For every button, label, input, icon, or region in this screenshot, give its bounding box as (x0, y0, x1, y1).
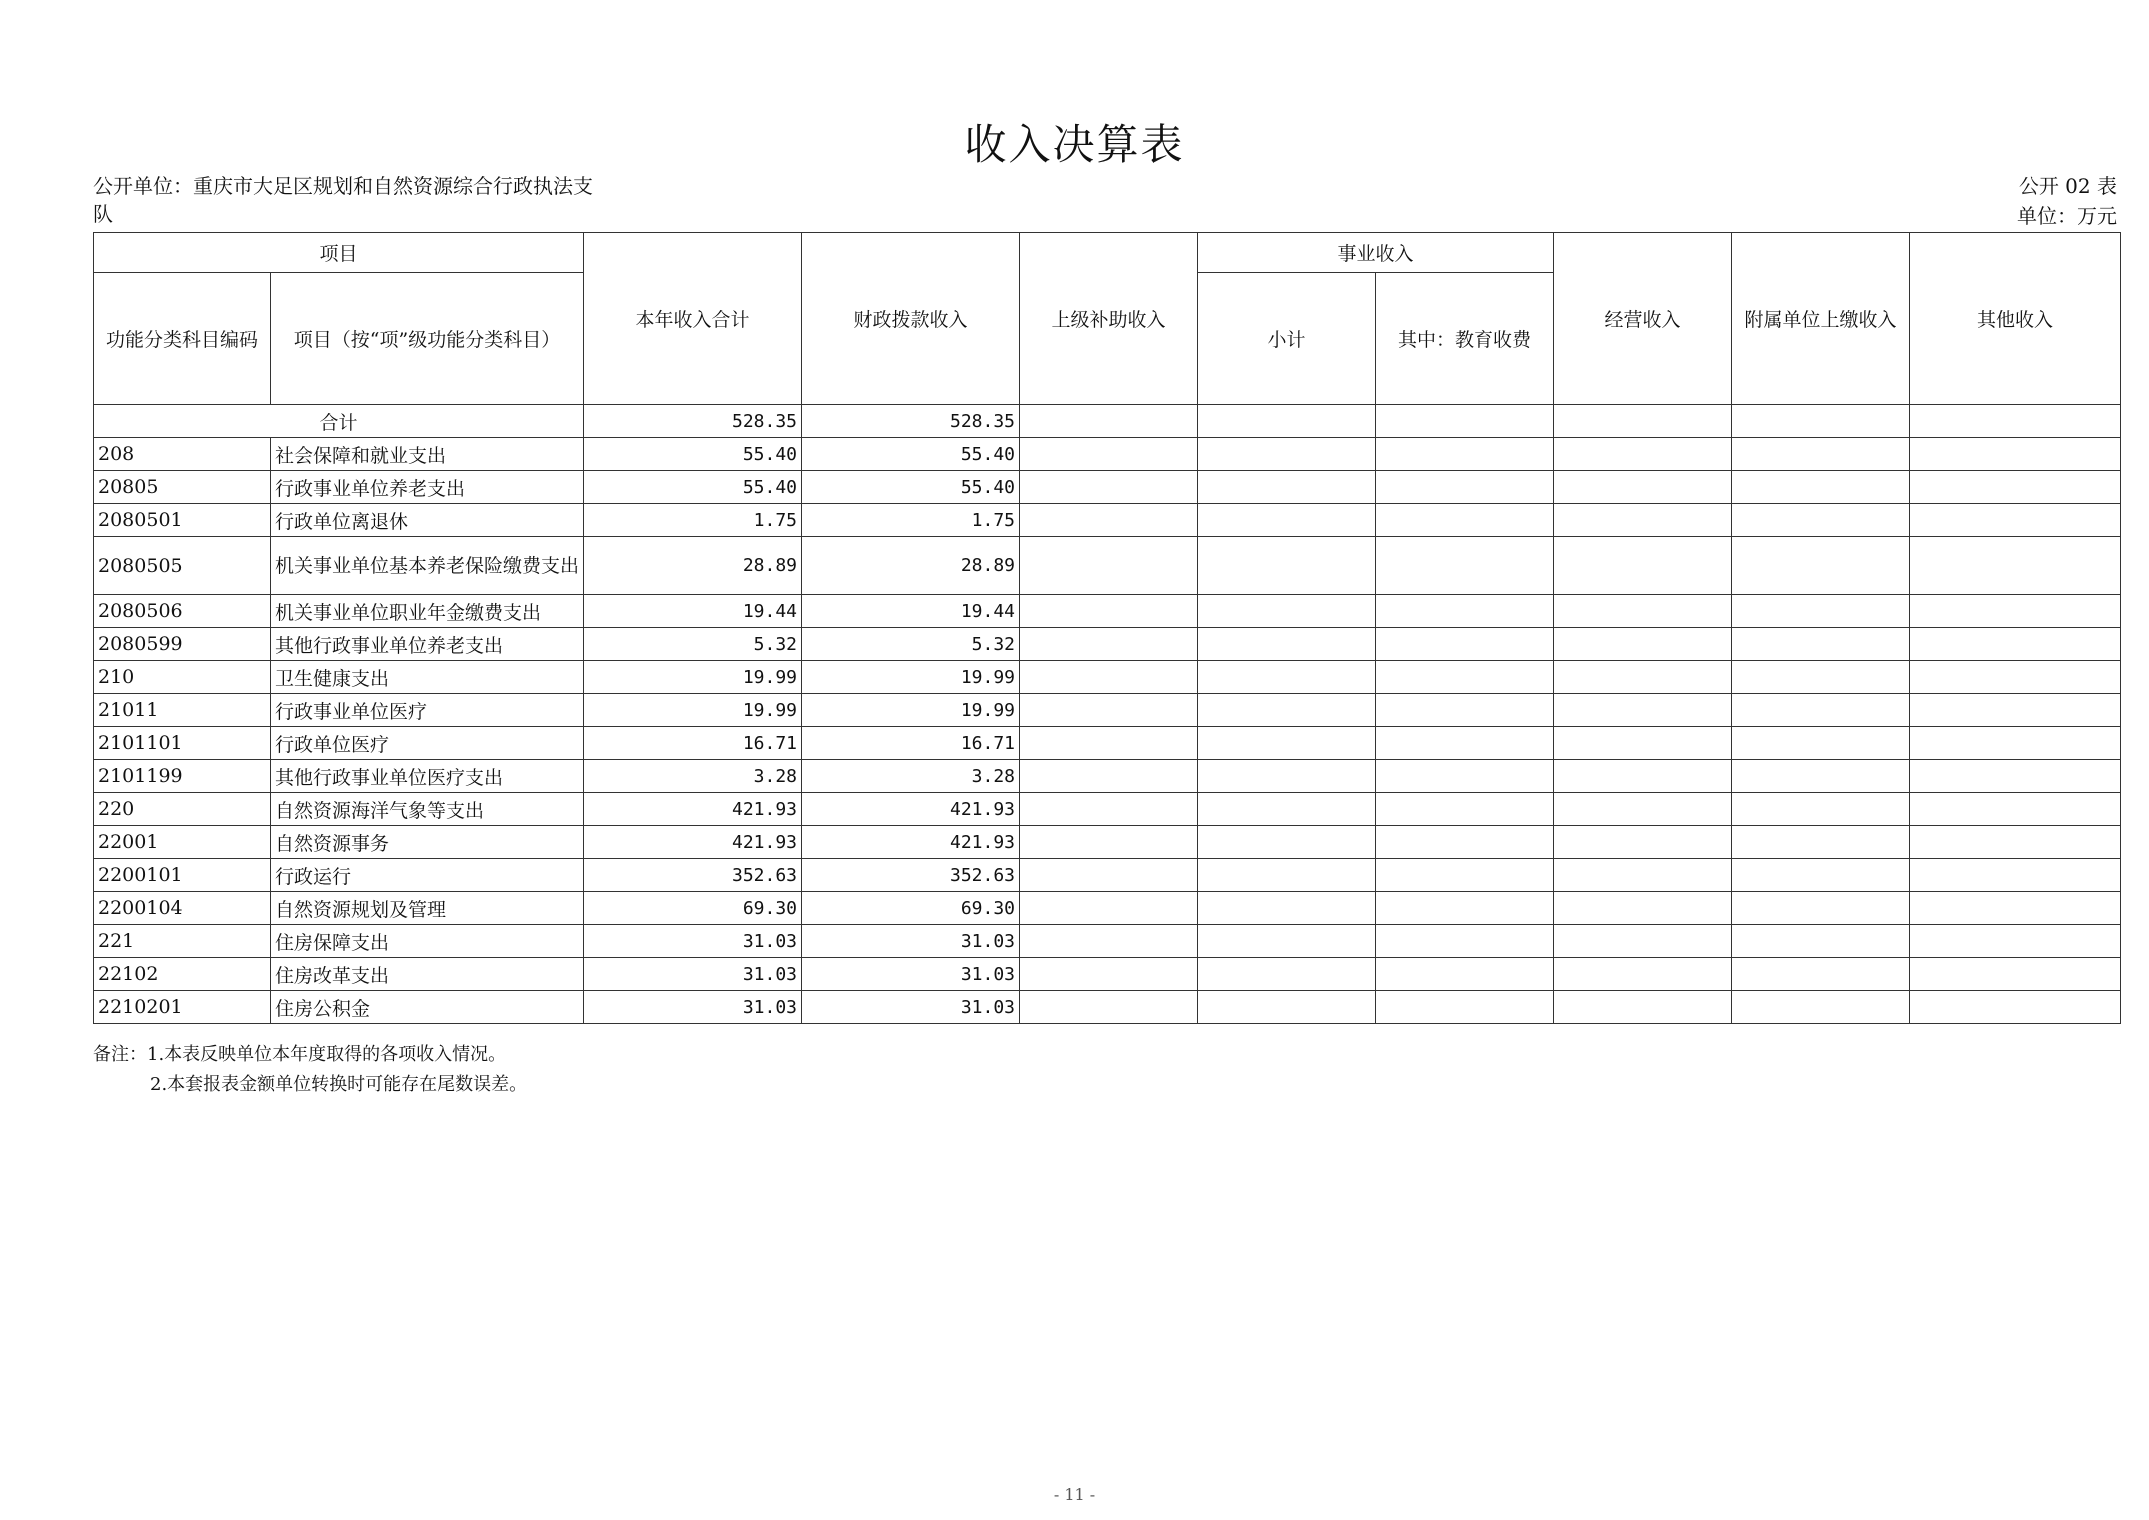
empty-cell (1554, 595, 1732, 628)
empty-cell (1376, 859, 1554, 892)
fiscal-cell: 3.28 (802, 760, 1020, 793)
table-row (94, 925, 2121, 958)
code-cell: 21011 (94, 694, 271, 727)
empty-cell (1554, 793, 1732, 826)
empty-cell (1020, 826, 1198, 859)
empty-cell (1198, 438, 1376, 471)
code-cell: 2101199 (94, 760, 271, 793)
empty-cell (1554, 760, 1732, 793)
empty-cell (1554, 958, 1732, 991)
empty-cell (1554, 859, 1732, 892)
fiscal-cell: 31.03 (802, 991, 1020, 1024)
empty-cell (1020, 471, 1198, 504)
empty-cell (1554, 438, 1732, 471)
empty-cell (1198, 826, 1376, 859)
empty-cell (1732, 537, 1910, 595)
code-cell: 20805 (94, 471, 271, 504)
empty-cell (1376, 925, 1554, 958)
empty-cell (1020, 537, 1198, 595)
note-2: 2.本套报表金额单位转换时可能存在尾数误差。 (150, 1074, 528, 1095)
empty-cell (1376, 504, 1554, 537)
table-row (94, 537, 2121, 595)
total-cell: 31.03 (584, 958, 802, 991)
table-row (94, 661, 2121, 694)
table-row (94, 471, 2121, 504)
empty-cell (1910, 438, 2121, 471)
header-subtotal: 小计 (1198, 273, 1376, 405)
header-education: 其中：教育收费 (1376, 273, 1554, 405)
header-operating: 经营收入 (1554, 233, 1732, 405)
fiscal-cell: 19.44 (802, 595, 1020, 628)
total-cell: 19.99 (584, 694, 802, 727)
code-cell: 2200101 (94, 859, 271, 892)
code-cell: 220 (94, 793, 271, 826)
empty-cell (1376, 958, 1554, 991)
name-cell: 其他行政事业单位医疗支出 (271, 760, 584, 793)
empty-cell (1554, 826, 1732, 859)
empty-cell (1376, 471, 1554, 504)
header-affiliated: 附属单位上缴收入 (1732, 233, 1910, 405)
fiscal-cell: 421.93 (802, 793, 1020, 826)
empty-cell (1198, 628, 1376, 661)
empty-cell (1020, 661, 1198, 694)
amount-unit: 单位：万元 (2017, 204, 2117, 228)
fiscal-cell: 28.89 (802, 537, 1020, 595)
table-row (94, 859, 2121, 892)
empty-cell (1376, 892, 1554, 925)
total-cell: 5.32 (584, 628, 802, 661)
empty-cell (1198, 471, 1376, 504)
empty-cell (1020, 504, 1198, 537)
total-cell: 16.71 (584, 727, 802, 760)
empty-cell (1910, 694, 2121, 727)
table-row (94, 628, 2121, 661)
empty-cell (1910, 595, 2121, 628)
empty-cell (1376, 661, 1554, 694)
name-cell: 机关事业单位职业年金缴费支出 (271, 595, 584, 628)
empty-cell (1554, 727, 1732, 760)
empty-cell (1554, 892, 1732, 925)
empty-cell (1910, 793, 2121, 826)
total-cell: 421.93 (584, 826, 802, 859)
code-cell: 2080506 (94, 595, 271, 628)
fiscal-cell: 16.71 (802, 727, 1020, 760)
empty-cell (1732, 925, 1910, 958)
empty-cell (1198, 760, 1376, 793)
code-cell: 2210201 (94, 991, 271, 1024)
empty-cell (1198, 958, 1376, 991)
empty-cell (1910, 537, 2121, 595)
empty-cell (1732, 595, 1910, 628)
empty-cell (1732, 661, 1910, 694)
name-cell: 自然资源海洋气象等支出 (271, 793, 584, 826)
empty-cell (1020, 925, 1198, 958)
name-cell: 自然资源事务 (271, 826, 584, 859)
name-cell: 其他行政事业单位养老支出 (271, 628, 584, 661)
fiscal-cell: 352.63 (802, 859, 1020, 892)
header-item: 项目 (94, 233, 584, 273)
empty-cell (1910, 661, 2121, 694)
empty-cell (1198, 793, 1376, 826)
page-title: 收入决算表 (964, 120, 1185, 169)
table-row (94, 760, 2121, 793)
total-cell: 1.75 (584, 504, 802, 537)
table-row (94, 727, 2121, 760)
empty-cell (1198, 694, 1376, 727)
empty-cell (1376, 438, 1554, 471)
empty-cell (1732, 958, 1910, 991)
empty-cell (1732, 760, 1910, 793)
empty-cell (1198, 595, 1376, 628)
total-cell: 421.93 (584, 793, 802, 826)
name-cell: 住房公积金 (271, 991, 584, 1024)
empty-cell (1732, 628, 1910, 661)
empty-cell (1020, 859, 1198, 892)
table-row (94, 892, 2121, 925)
empty-cell (1732, 504, 1910, 537)
empty-cell (1376, 727, 1554, 760)
code-cell: 22102 (94, 958, 271, 991)
empty-cell (1198, 661, 1376, 694)
name-cell: 行政单位医疗 (271, 727, 584, 760)
header-superior: 上级补助收入 (1020, 233, 1198, 405)
empty-cell (1732, 859, 1910, 892)
fiscal-cell: 55.40 (802, 438, 1020, 471)
empty-cell (1020, 628, 1198, 661)
code-cell: 2200104 (94, 892, 271, 925)
empty-cell (1376, 537, 1554, 595)
fiscal-cell: 19.99 (802, 661, 1020, 694)
empty-cell (1020, 793, 1198, 826)
total-cell: 55.40 (584, 438, 802, 471)
name-cell: 住房改革支出 (271, 958, 584, 991)
empty-cell (1910, 859, 2121, 892)
empty-cell (1376, 826, 1554, 859)
empty-cell (1554, 537, 1732, 595)
table-row (94, 826, 2121, 859)
header-name: 项目（按“项”级功能分类科目） (271, 273, 584, 405)
empty-cell (1198, 859, 1376, 892)
empty-cell (1732, 727, 1910, 760)
empty-cell (1376, 793, 1554, 826)
total-row (94, 405, 2121, 438)
empty-cell (1020, 760, 1198, 793)
header-code: 功能分类科目编码 (94, 273, 271, 405)
total-cell: 28.89 (584, 537, 802, 595)
table-row (94, 694, 2121, 727)
income-final-accounts-table (93, 232, 2121, 1024)
total-cell: 3.28 (584, 760, 802, 793)
header-total: 本年收入合计 (584, 233, 802, 405)
empty-cell (1732, 471, 1910, 504)
table-row (94, 438, 2121, 471)
empty-cell (1910, 760, 2121, 793)
empty-cell (1554, 471, 1732, 504)
empty-cell (1732, 991, 1910, 1024)
total-cell: 31.03 (584, 925, 802, 958)
total-cell: 31.03 (584, 991, 802, 1024)
empty-cell (1910, 727, 2121, 760)
empty-cell (1554, 925, 1732, 958)
table-row (94, 991, 2121, 1024)
empty-cell (1554, 991, 1732, 1024)
empty-cell (1910, 471, 2121, 504)
empty-cell (1554, 661, 1732, 694)
code-cell: 2101101 (94, 727, 271, 760)
fiscal-cell: 31.03 (802, 958, 1020, 991)
empty-cell (1910, 925, 2121, 958)
empty-cell (1198, 504, 1376, 537)
empty-cell (1732, 826, 1910, 859)
empty-cell (1020, 892, 1198, 925)
empty-cell (1732, 892, 1910, 925)
name-cell: 机关事业单位基本养老保险缴费支出 (271, 537, 584, 595)
empty-cell (1020, 595, 1198, 628)
notes (93, 1040, 527, 1100)
empty-cell (1554, 628, 1732, 661)
empty-cell (1910, 826, 2121, 859)
total-cell: 19.44 (584, 595, 802, 628)
empty-cell (1020, 438, 1198, 471)
empty-cell (1020, 727, 1198, 760)
empty-cell (1376, 694, 1554, 727)
total-cell: 352.63 (584, 859, 802, 892)
empty-cell (1376, 628, 1554, 661)
header-other: 其他收入 (1910, 233, 2121, 405)
header-business: 事业收入 (1198, 233, 1554, 273)
table-row (94, 793, 2121, 826)
empty-cell (1910, 991, 2121, 1024)
empty-cell (1198, 727, 1376, 760)
code-cell: 2080501 (94, 504, 271, 537)
name-cell: 行政事业单位医疗 (271, 694, 584, 727)
code-cell: 22001 (94, 826, 271, 859)
empty-cell (1376, 760, 1554, 793)
fiscal-cell: 19.99 (802, 694, 1020, 727)
code-cell: 2080599 (94, 628, 271, 661)
empty-cell (1198, 925, 1376, 958)
empty-cell (1910, 892, 2121, 925)
code-cell: 221 (94, 925, 271, 958)
code-cell: 210 (94, 661, 271, 694)
empty-cell (1910, 628, 2121, 661)
form-number: 公开 02 表 (2018, 174, 2117, 198)
name-cell: 行政运行 (271, 859, 584, 892)
reporting-unit: 公开单位：重庆市大足区规划和自然资源综合行政执法支队 (93, 174, 593, 226)
empty-cell (1554, 504, 1732, 537)
empty-cell (1732, 438, 1910, 471)
total-cell: 19.99 (584, 661, 802, 694)
header-fiscal: 财政拨款收入 (802, 233, 1020, 405)
name-cell: 卫生健康支出 (271, 661, 584, 694)
total-income: 528.35 (584, 405, 802, 438)
total-fiscal: 528.35 (802, 405, 1020, 438)
name-cell: 社会保障和就业支出 (271, 438, 584, 471)
name-cell: 自然资源规划及管理 (271, 892, 584, 925)
total-cell: 69.30 (584, 892, 802, 925)
page-number: - 11 - (1053, 1485, 1096, 1504)
name-cell: 行政单位离退休 (271, 504, 584, 537)
name-cell: 住房保障支出 (271, 925, 584, 958)
empty-cell (1732, 793, 1910, 826)
empty-cell (1376, 595, 1554, 628)
table-row (94, 595, 2121, 628)
code-cell: 208 (94, 438, 271, 471)
total-label: 合计 (94, 405, 584, 438)
table-row (94, 958, 2121, 991)
note-1: 备注：1.本表反映单位本年度取得的各项收入情况。 (93, 1044, 507, 1065)
empty-cell (1910, 958, 2121, 991)
empty-cell (1376, 991, 1554, 1024)
empty-cell (1910, 504, 2121, 537)
empty-cell (1554, 694, 1732, 727)
fiscal-cell: 5.32 (802, 628, 1020, 661)
table-row (94, 504, 2121, 537)
empty-cell (1198, 991, 1376, 1024)
empty-cell (1198, 537, 1376, 595)
name-cell: 行政事业单位养老支出 (271, 471, 584, 504)
empty-cell (1020, 991, 1198, 1024)
empty-cell (1198, 892, 1376, 925)
fiscal-cell: 1.75 (802, 504, 1020, 537)
fiscal-cell: 69.30 (802, 892, 1020, 925)
fiscal-cell: 31.03 (802, 925, 1020, 958)
total-cell: 55.40 (584, 471, 802, 504)
empty-cell (1020, 958, 1198, 991)
fiscal-cell: 55.40 (802, 471, 1020, 504)
code-cell: 2080505 (94, 537, 271, 595)
empty-cell (1020, 694, 1198, 727)
empty-cell (1732, 694, 1910, 727)
fiscal-cell: 421.93 (802, 826, 1020, 859)
